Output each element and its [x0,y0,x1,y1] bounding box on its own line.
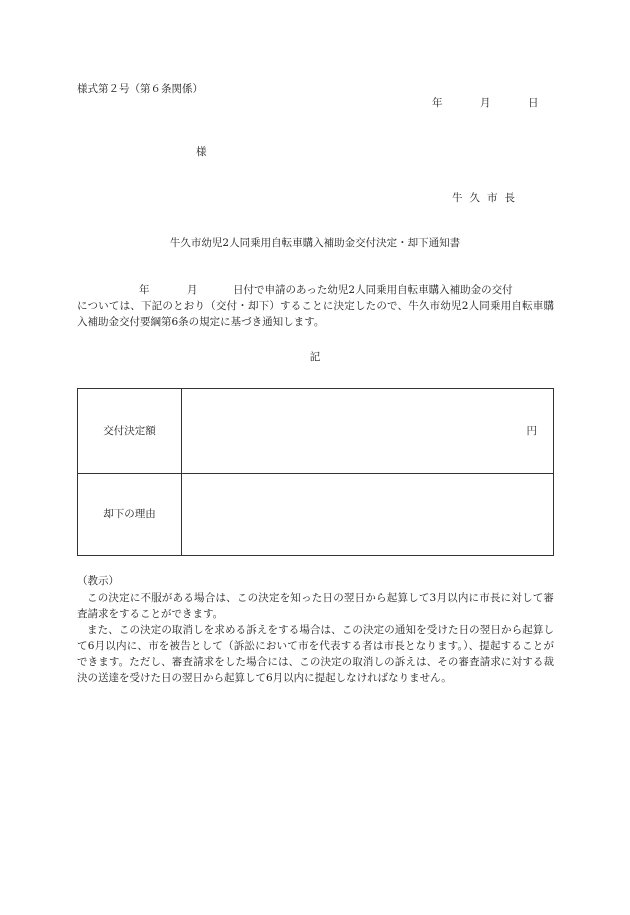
table-row-rejection [78,473,553,555]
body-month-label: 月 [187,284,198,296]
body-continuation: については、下記のとおり（交付・却下）することに決定したので、牛久市幼児2人同乗用自転車購入補助金交付要綱第6条の規定に基づき通知します。 [77,300,554,328]
date-year-label: 年 [432,97,443,109]
amount-value-cell [182,389,553,473]
notes-paragraph-appeal: この決定に不服がある場合は、この決定を知った日の翌日から起算して3月以内に市長に対して審査請求をすることができます。 [77,592,554,620]
issuer: 牛久市長 [452,192,522,204]
date-month-label: 月 [480,97,491,109]
table-row-amount [78,389,553,474]
yen-unit: 円 [526,425,537,437]
body-first-line-text: 日付で申請のあった幼児2人同乗用自転車購入補助金の交付 [233,284,513,296]
rejection-reason-label: 却下の理由 [78,473,182,555]
notes-heading: （教示） [77,575,119,587]
document-title: 牛久市幼児2人同乗用自転車購入補助金交付決定・却下通知書 [169,237,461,249]
decision-table [77,388,554,556]
rejection-reason-cell [182,473,553,555]
instruction-notes [77,573,554,686]
notes-paragraph-lawsuit: また、この決定の取消しを求める訴えをする場合は、この決定の通知を受けた日の翌日から起算して6月以内に、市を被告として（訴訟において市を代表する者は市長となります。）、提起することができます。ただし、審査請求をした場合には、この決定の取消しの訴えは、その審査請求に対する裁決の送達を受けた日の翌日から起算して6月以内に提起しなければなりません。 [77,624,554,684]
addressee-suffix: 様 [196,146,207,158]
date-day-label: 日 [528,97,539,109]
body-year-label: 年 [139,284,150,296]
ki-heading: 記 [309,351,321,363]
form-number: 様式第２号（第６条関係） [77,83,203,95]
body-text [77,282,554,330]
amount-label: 交付決定額 [78,389,182,473]
body-first-line [77,282,554,298]
